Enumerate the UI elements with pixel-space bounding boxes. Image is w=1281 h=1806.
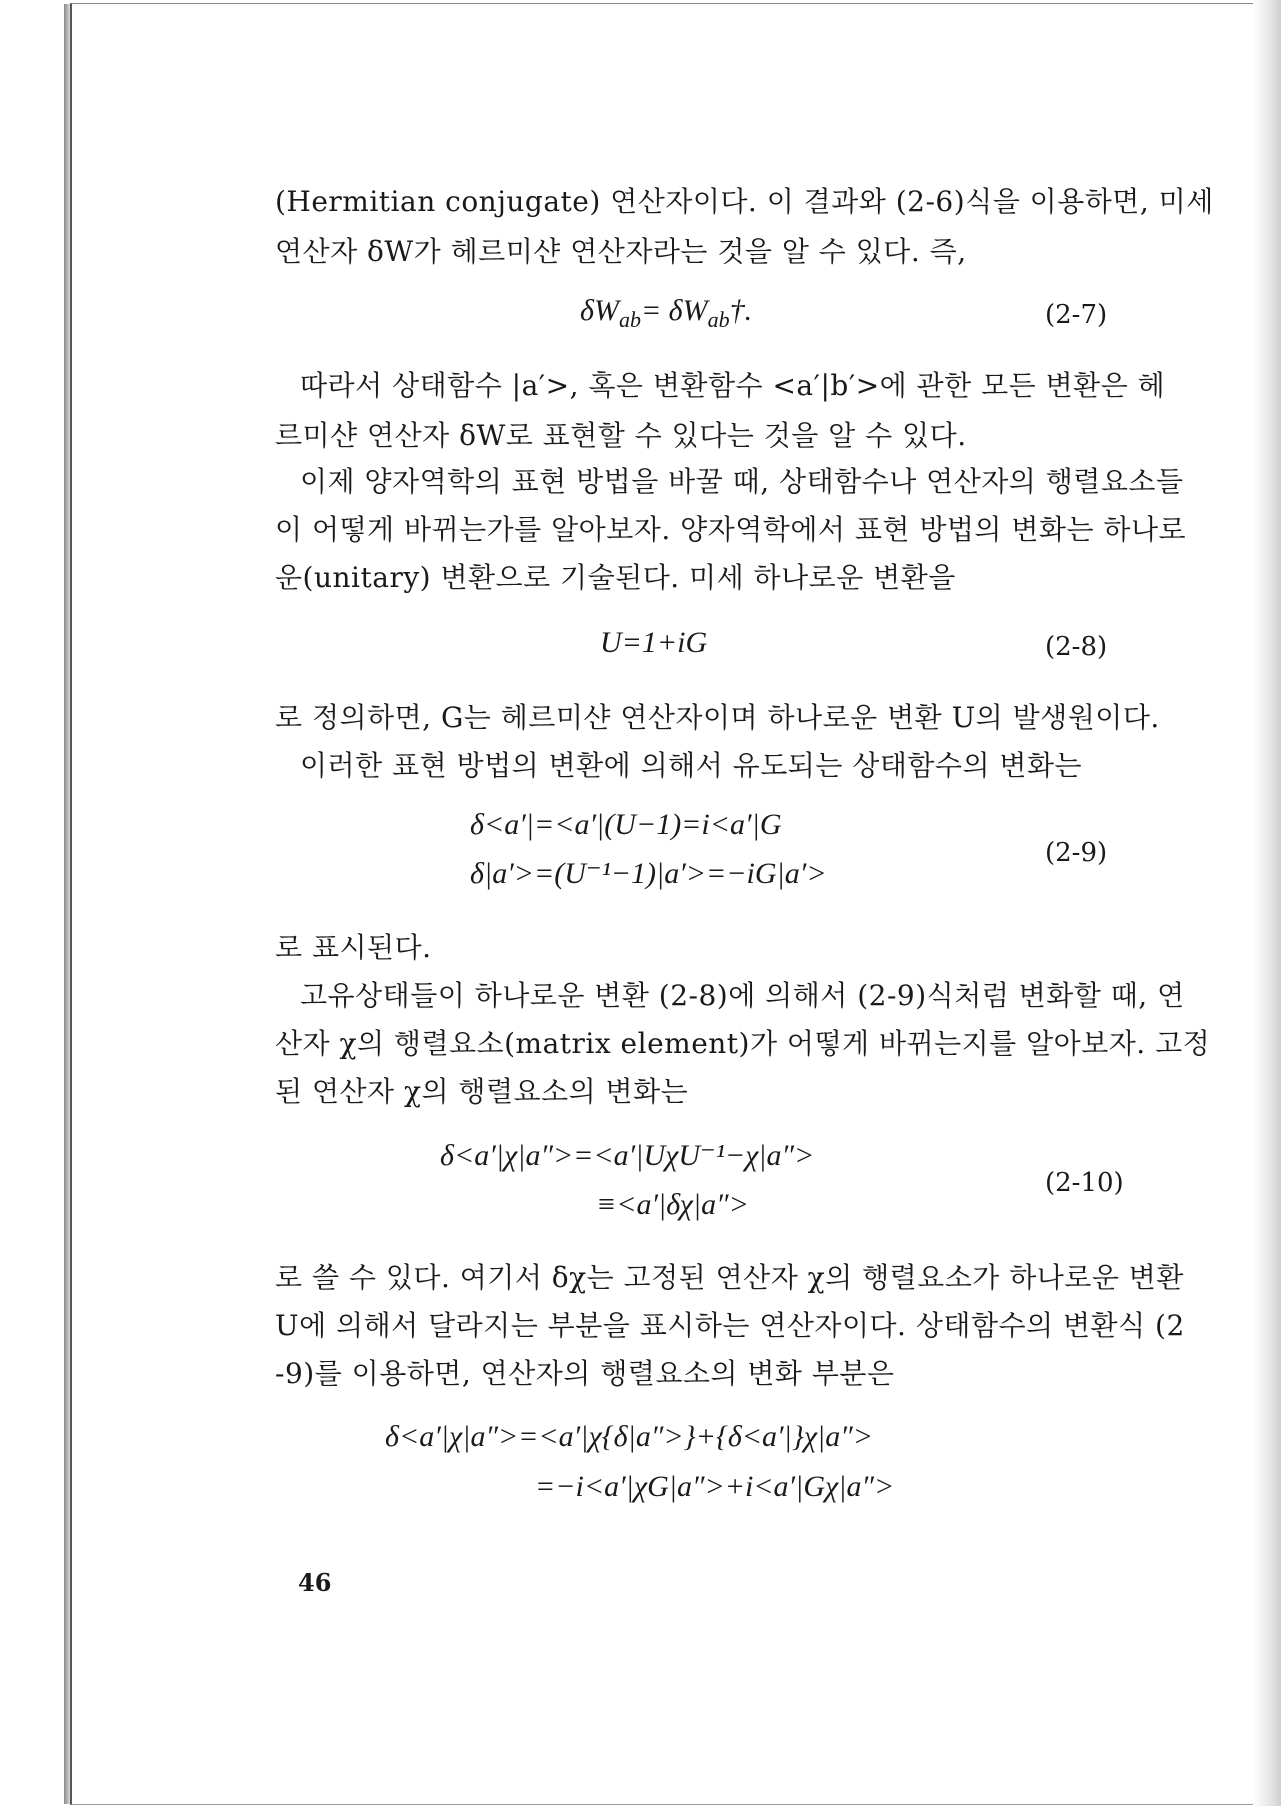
text-line-15: U에 의해서 달라지는 부분을 표시하는 연산자이다. 상태함수의 변환식 (2 [275,1309,1185,1342]
equation-2-9-line-2: δ|a′>=(U⁻¹−1)|a′>=−iG|a′> [470,857,827,890]
eq-2-7-sub: ab [707,307,730,332]
equation-2-10-line-2: ≡<a′|δχ|a″> [596,1188,749,1221]
text-line-3: 따라서 상태함수 |a′>, 혹은 변환함수 <a′|b′>에 관한 모든 변환은 헤 [300,369,1166,402]
equation-number-2-8: (2-8) [1045,632,1108,662]
equation-last-line-2: =−i<a′|χG|a″>+i<a′|Gχ|a″> [535,1470,895,1503]
equation-2-9-line-1: δ<a′|=<a′|(U−1)=i<a′|G [470,808,782,841]
equation-number-2-9: (2-9) [1045,838,1108,868]
equation-2-8: U=1+iG [600,626,708,659]
text-line-2: 연산자 δW가 헤르미샨 연산자라는 것을 알 수 있다. 즉, [275,235,967,268]
text-line-14: 로 쓸 수 있다. 여기서 δχ는 고정된 연산자 χ의 행렬요소가 하나로운 변환 [275,1261,1184,1294]
text-line-1: (Hermitian conjugate) 연산자이다. 이 결과와 (2-6)식을 이용하면, 미세 [275,185,1214,218]
text-line-11: 고유상태들이 하나로운 변환 (2-8)에 의해서 (2-9)식처럼 변화할 때, 연 [300,979,1185,1012]
text-line-10: 로 표시된다. [275,931,432,964]
page-number: 46 [298,1568,332,1597]
text-line-16: -9)를 이용하면, 연산자의 행렬요소의 변화 부분은 [275,1357,895,1390]
eq-2-7-part: δW [580,294,619,327]
eq-2-7-part: †. [729,294,753,327]
equation-2-10-line-1: δ<a′|χ|a″>=<a′|UχU⁻¹−χ|a″> [440,1139,815,1172]
text-line-12: 산자 χ의 행렬요소(matrix element)가 어떻게 바뀌는지를 알아보자. 고정 [275,1027,1211,1060]
text-line-6: 이 어떻게 바뀌는가를 알아보자. 양자역학에서 표현 방법의 변화는 하나로 [275,513,1187,546]
equation-last-line-1: δ<a′|χ|a″>=<a′|χ{δ|a″>}+{δ<a′|}χ|a″> [385,1420,874,1453]
equation-number-2-7: (2-7) [1045,300,1108,330]
eq-2-7-sub: ab [618,307,641,332]
equation-2-7 [580,294,752,333]
text-line-5: 이제 양자역학의 표현 방법을 바꿀 때, 상태함수나 연산자의 행렬요소들 [300,465,1184,498]
text-line-9: 이러한 표현 방법의 변환에 의해서 유도되는 상태함수의 변화는 [300,749,1083,782]
text-line-4: 르미샨 연산자 δW로 표현할 수 있다는 것을 알 수 있다. [275,419,967,452]
equation-number-2-10: (2-10) [1045,1168,1124,1198]
eq-2-7-part: = δW [640,294,708,327]
text-line-13: 된 연산자 χ의 행렬요소의 변화는 [275,1075,689,1108]
text-line-7: 운(unitary) 변환으로 기술된다. 미세 하나로운 변환을 [275,561,956,594]
text-line-8: 로 정의하면, G는 헤르미샨 연산자이며 하나로운 변환 U의 발생원이다. [275,701,1160,734]
